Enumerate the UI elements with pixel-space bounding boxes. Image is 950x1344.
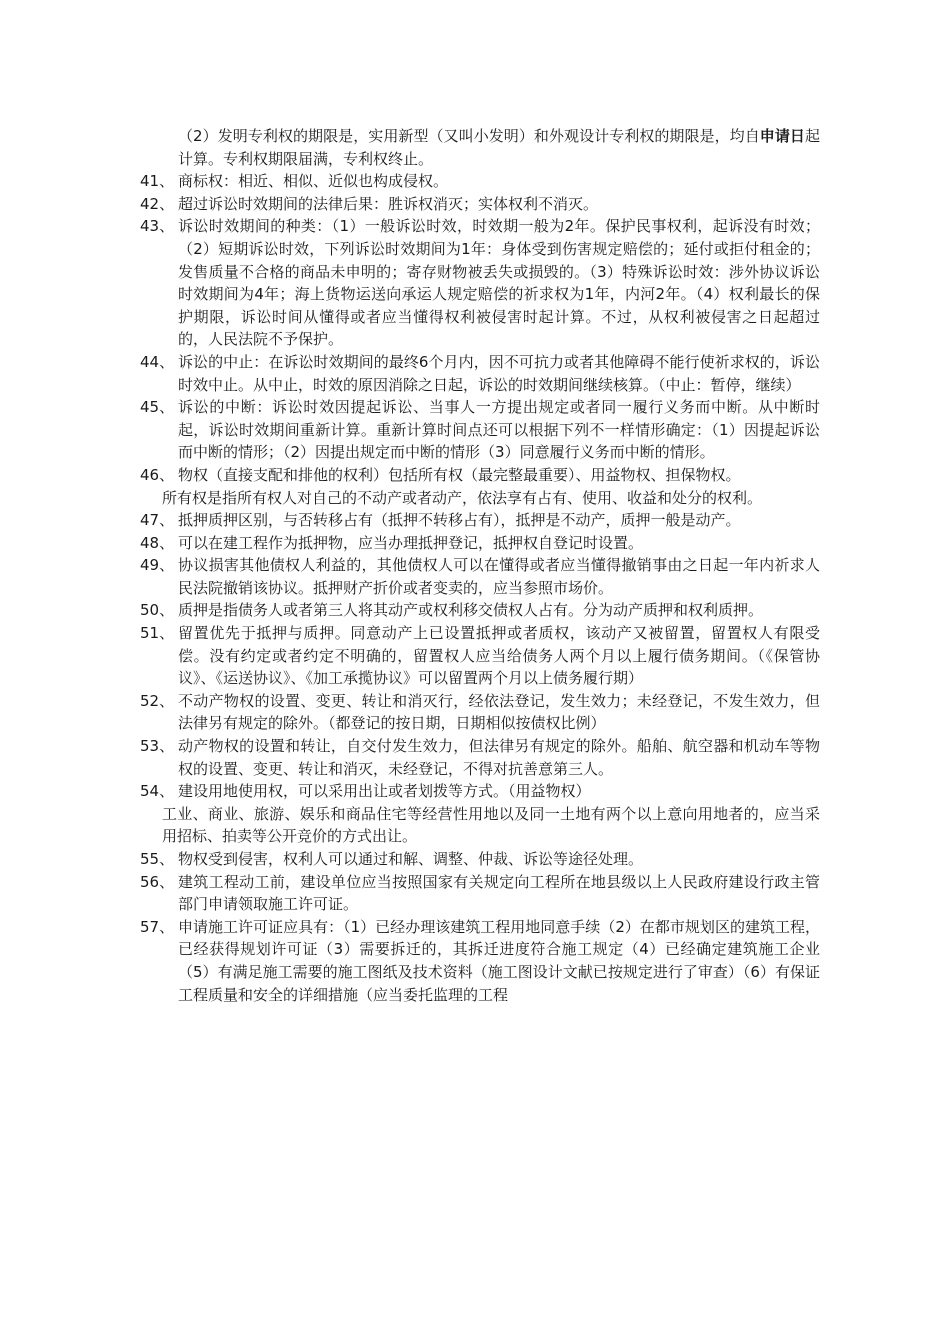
item-text: 诉讼的中断：诉讼时效因提起诉讼、当事人一方提出规定或者同一履行义务而中断。从中断时起，诉讼时效期间重新计算。重新计算时间点还可以根据下列不一样情形确定：（1）因提起诉讼而中断的情形；（2）因提出规定而中断的情形（3）同意履行义务而中断的情形。 xyxy=(178,398,820,462)
item-40-bold-term: 申请日 xyxy=(759,127,805,145)
item-text: 建设用地使用权，可以采用出让或者划拨等方式。（用益物权） xyxy=(178,782,591,801)
list-item-45 xyxy=(140,396,820,464)
item-number: 49、 xyxy=(140,556,175,575)
item-number: 52、 xyxy=(140,691,175,710)
item-text: 物权受到侵害，权利人可以通过和解、调整、仲裁、诉讼等途径处理。 xyxy=(178,850,644,868)
item-number: 43、 xyxy=(140,217,175,236)
list-item-56 xyxy=(140,871,820,916)
item-number: 56、 xyxy=(140,872,175,891)
item-number: 47、 xyxy=(140,511,175,530)
item-number: 54、 xyxy=(140,782,175,801)
item-46-paragraph: 所有权是指所有权人对自己的不动产或者动产，依法享有占有、使用、收益和处分的权利。 xyxy=(162,488,763,507)
list-item-55 xyxy=(140,848,820,871)
item-text: 超过诉讼时效期间的法律后果：胜诉权消灭；实体权利不消灭。 xyxy=(178,194,599,213)
item-text: 可以在建工程作为抵押物，应当办理抵押登记，抵押权自登记时设置。 xyxy=(178,533,644,552)
document-body xyxy=(140,125,820,1006)
item-number: 41、 xyxy=(140,172,175,191)
item-text: 建筑工程动工前，建设单位应当按照国家有关规定向工程所在地县级以上人民政府建设行政主管部门申请领取施工许可证。 xyxy=(178,872,820,914)
item-number: 57、 xyxy=(140,917,175,936)
list-item-47 xyxy=(140,509,820,532)
item-number: 53、 xyxy=(140,737,175,756)
item-number: 48、 xyxy=(140,533,175,552)
item-number: 42、 xyxy=(140,194,175,213)
item-number: 44、 xyxy=(140,352,175,371)
item-40-text-before: （2）发明专利权的期限是，实用新型（又叫小发明）和外观设计专利权的期限是，均自 xyxy=(178,127,760,145)
item-text: 动产物权的设置和转让，自交付发生效力，但法律另有规定的除外。船舶、航空器和机动车等物权的设置、变更、转让和消灭，未经登记，不得对抗善意第三人。 xyxy=(178,737,820,778)
item-text: 物权（直接支配和排他的权利）包括所有权（最完整最重要）、用益物权、担保物权。 xyxy=(178,465,741,484)
list-item-48 xyxy=(140,532,820,555)
list-item-42 xyxy=(140,193,820,216)
item-40-continuation xyxy=(140,125,820,170)
item-text: 商标权：相近、相似、近似也构成侵权。 xyxy=(178,172,449,191)
list-item-43 xyxy=(140,215,820,351)
item-text: 诉讼的中止：在诉讼时效期间的最终6个月内，因不可抗力或者其他障碍不能行使祈求权的，诉讼时效中止。从中止，时效的原因消除之日起，诉讼的时效期间继续核算。（中止：暂停，继续） xyxy=(178,352,820,394)
item-text: 申请施工许可证应具有：（1）已经办理该建筑工程用地同意手续（2）在都市规划区的建筑工程，已经获得规划许可证（3）需要拆迁的，其拆迁进度符合施工规定（4）已经确定建筑施工企业（5）有满足施工需要的施工图纸及技术资料（施工图设计文献已按规定进行了审查）（6）有保证工程质量和安全的详细措施（应当委托监理的工程 xyxy=(178,917,820,1004)
list-item-49 xyxy=(140,554,820,599)
list-item-53 xyxy=(140,735,820,780)
list-item-52 xyxy=(140,690,820,735)
item-text: 抵押质押区别，与否转移占有（抵押不转移占有），抵押是不动产，质押一般是动产。 xyxy=(178,511,741,530)
item-number: 55、 xyxy=(140,850,175,868)
item-number: 50、 xyxy=(140,601,175,620)
item-text: 诉讼时效期间的种类：（1）一般诉讼时效，时效期一般为2年。保护民事权利，起诉没有时效；（2）短期诉讼时效，下列诉讼时效期间为1年：身体受到伤害规定赔偿的；延付或拒付租金的；发售质量不合格的商品未申明的；寄存财物被丢失或损毁的。（3）特殊诉讼时效：涉外协议诉讼时效期间为4年；海上货物运送向承运人规定赔偿的祈求权为1年，内河2年。（4）权利最长的保护期限，诉讼时间从懂得或者应当懂得权利被侵害时起计算。不过，从权利被侵害之日起超过的，人民法院不予保护。 xyxy=(178,217,820,349)
item-number: 51、 xyxy=(140,624,175,643)
item-text: 不动产物权的设置、变更、转让和消灭行，经依法登记，发生效力；未经登记，不发生效力，但法律另有规定的除外。（都登记的按日期，日期相似按债权比例） xyxy=(178,691,820,733)
list-item-41 xyxy=(140,170,820,193)
item-text: 协议损害其他债权人利益的，其他债权人可以在懂得或者应当懂得撤销事由之日起一年内祈求人民法院撤销该协议。抵押财产折价或者变卖的，应当参照市场价。 xyxy=(178,556,820,597)
item-text: 质押是指债务人或者第三人将其动产或权利移交债权人占有。分为动产质押和权利质押。 xyxy=(178,601,764,620)
item-number: 46、 xyxy=(140,465,175,484)
item-40-text-after: 起计算。专利权期限届满，专利权终止。 xyxy=(178,127,820,168)
list-item-51 xyxy=(140,622,820,690)
list-item-57 xyxy=(140,916,820,1006)
item-54-paragraph: 工业、商业、旅游、娱乐和商品住宅等经营性用地以及同一土地有两个以上意向用地者的，应当采用招标、拍卖等公开竞价的方式出让。 xyxy=(162,804,820,846)
list-item-44 xyxy=(140,351,820,396)
item-number: 45、 xyxy=(140,398,175,417)
list-item-54 xyxy=(140,780,820,803)
item-text: 留置优先于抵押与质押。同意动产上已设置抵押或者质权，该动产又被留置，留置权人有限受偿。没有约定或者约定不明确的，留置权人应当给债务人两个月以上履行债务期间。（《保管协议》、《运送协议》、《加工承揽协议》可以留置两个月以上债务履行期） xyxy=(178,624,820,688)
list-item-46 xyxy=(140,464,820,487)
list-item-50 xyxy=(140,599,820,622)
